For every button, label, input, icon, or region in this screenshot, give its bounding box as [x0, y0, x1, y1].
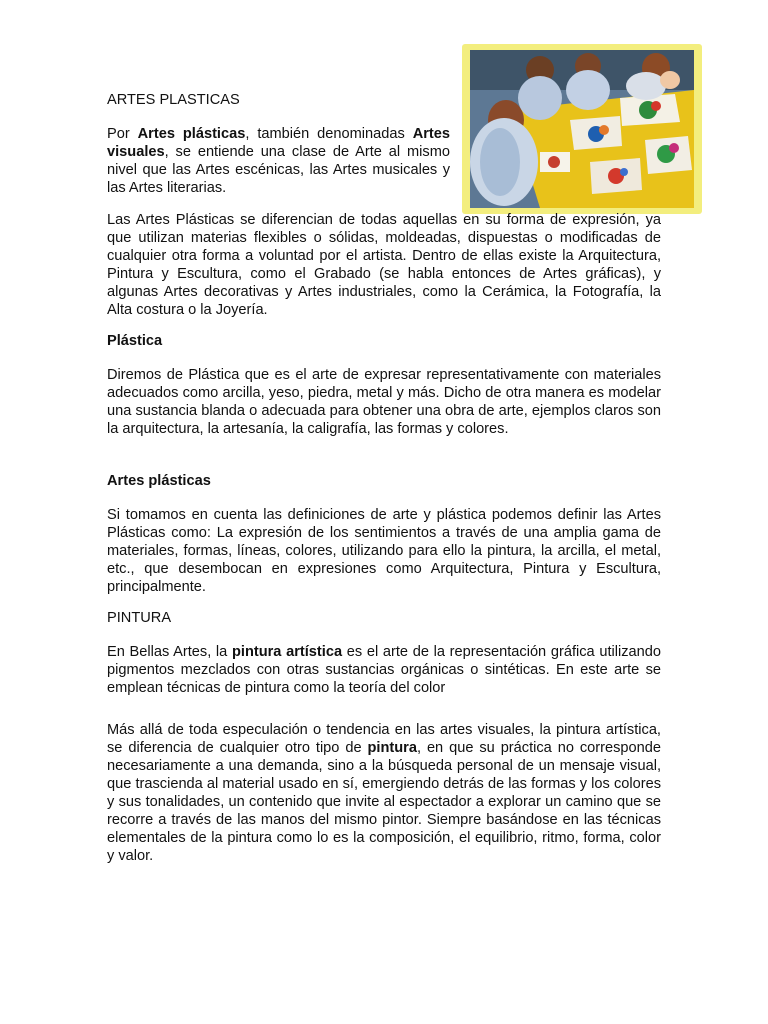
plastica-paragraph: Diremos de Plástica que es el arte de expresar representativamente con materiales adecuados como arcilla, yeso, piedra, metal y más. Dicho de otra manera es modelar una sustancia blanda o adecuada para obtener una obra de arte, ejemplos claros son la arquitectura, la artesanía, la caligrafía, las formas y colores.	[107, 367, 661, 437]
intro-paragraph: Por Artes plásticas, también denominadas Artes visuales, se entiende una clase de Arte al mismo nivel que las Artes escénicas, las Artes musicales y las Artes literarias.	[107, 126, 451, 196]
term-artes-visuales: Artes visuales	[107, 126, 451, 160]
heading-plastica: Plástica	[107, 333, 163, 349]
term-artes-plasticas: Artes plásticas	[137, 126, 246, 142]
heading-pintura: PINTURA	[107, 610, 172, 626]
document-title: ARTES PLASTICAS	[107, 92, 240, 108]
pintura-artistica-paragraph: Más allá de toda especulación o tendencia en las artes visuales, la pintura artística, se diferencia de cualquier otro tipo de pintura, en que su práctica no corresponde necesariamente a una demanda, sino a la búsqueda personal de un mensaje visual, que trascienda al material usado en sí, emergiendo detrás de las formas y los colores y sus tonalidades, un contenido que invite al espectador a explorar un camino que se recorre a través de las manos del mismo pintor. Siempre basándose en las técnicas elementales de la pintura como lo es la composición, el equilibrio, ritmo, forma, color y valor.	[107, 722, 661, 864]
heading-artes-plasticas: Artes plásticas	[107, 473, 211, 489]
term-pintura: pintura	[367, 740, 417, 756]
differences-paragraph: Las Artes Plásticas se diferencian de todas aquellas en su forma de expresión, ya que utilizan materias flexibles o sólidas, moldeadas, dispuestas o modificadas de cualquier otra forma a voluntad por el artista. Dentro de ellas existe la Arquitectura, Pintura y Escultura, como el Grabado (se habla entonces de Artes gráficas), y algunas Artes decorativas y Artes industriales, como la Cerámica, la Fotografía, la Alta costura o la Joyería.	[107, 212, 661, 318]
term-pintura-artistica: pintura artística	[231, 644, 343, 660]
children-painting-photo	[470, 50, 694, 208]
definition-paragraph: Si tomamos en cuenta las definiciones de arte y plástica podemos definir las Artes Plásticas como: La expresión de los sentimientos a través de una amplia gama de materiales, formas, líneas, colores, utilizando para ello la pintura, la arcilla, el metal, etc., que desembocan en expresiones como Arquitectura, Pintura y Escultura, principalmente.	[107, 507, 661, 595]
pintura-paragraph: En Bellas Artes, la pintura artística es el arte de la representación gráfica utilizando pigmentos mezclados con otras sustancias orgánicas o sintéticas. En este arte se emplean técnicas de pintura como la teoría del color	[107, 644, 661, 696]
